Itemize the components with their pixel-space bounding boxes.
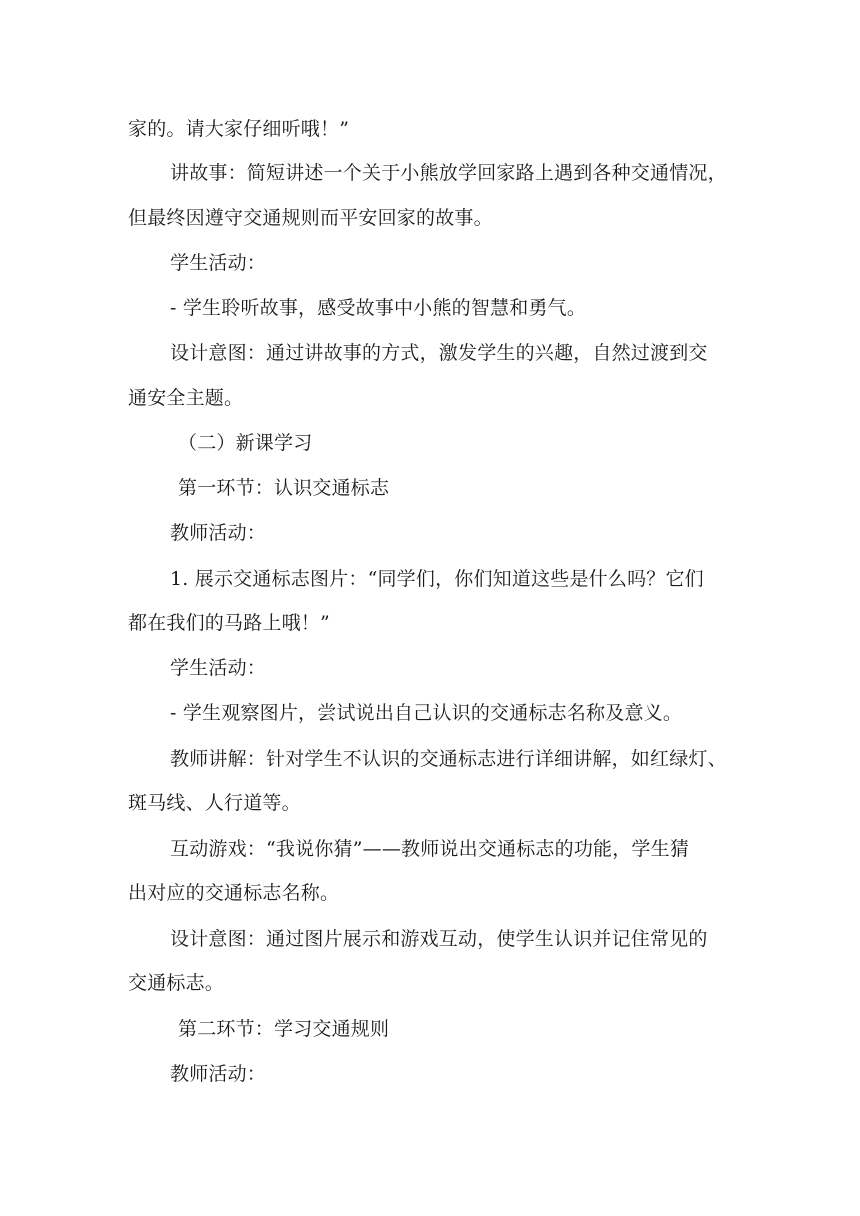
text-line: 交通标志。: [128, 972, 225, 994]
text-line: - 学生观察图片，尝试说出自己认识的交通标志名称及意义。: [170, 702, 683, 724]
text-line: 教师讲解：针对学生不认识的交通标志进行详细讲解，如红绿灯、: [170, 748, 727, 770]
text-line: 1. 展示交通标志图片：“同学们，你们知道这些是什么吗？它们: [170, 568, 704, 590]
text-line: 学生活动：: [170, 657, 267, 679]
section-heading: （二）新课学习: [178, 432, 313, 454]
text-line: 都在我们的马路上哦！”: [128, 612, 330, 634]
text-line: 家的。请大家仔细听哦！”: [128, 118, 350, 140]
text-line: 斑马线、人行道等。: [128, 792, 301, 814]
text-line: 互动游戏：“我说你猜”——教师说出交通标志的功能，学生猜: [170, 838, 690, 860]
subsection-heading: 第一环节：认识交通标志: [178, 477, 390, 499]
subsection-heading: 第二环节：学习交通规则: [178, 1018, 390, 1040]
text-line: 设计意图：通过讲故事的方式，激发学生的兴趣，自然过渡到交: [170, 342, 708, 364]
text-line: 教师活动：: [170, 1063, 267, 1085]
text-line: 出对应的交通标志名称。: [128, 882, 340, 904]
text-line: 但最终因遵守交通规则而平安回家的故事。: [128, 207, 493, 229]
text-line: 通安全主题。: [128, 387, 244, 409]
text-line: 教师活动：: [170, 522, 267, 544]
text-line: - 学生聆听故事，感受故事中小熊的智慧和勇气。: [170, 297, 587, 319]
text-line: 讲故事：简短讲述一个关于小熊放学回家路上遇到各种交通情况，: [170, 162, 727, 184]
text-line: 学生活动：: [170, 252, 267, 274]
text-line: 设计意图：通过图片展示和游戏互动，使学生认识并记住常见的: [170, 928, 708, 950]
